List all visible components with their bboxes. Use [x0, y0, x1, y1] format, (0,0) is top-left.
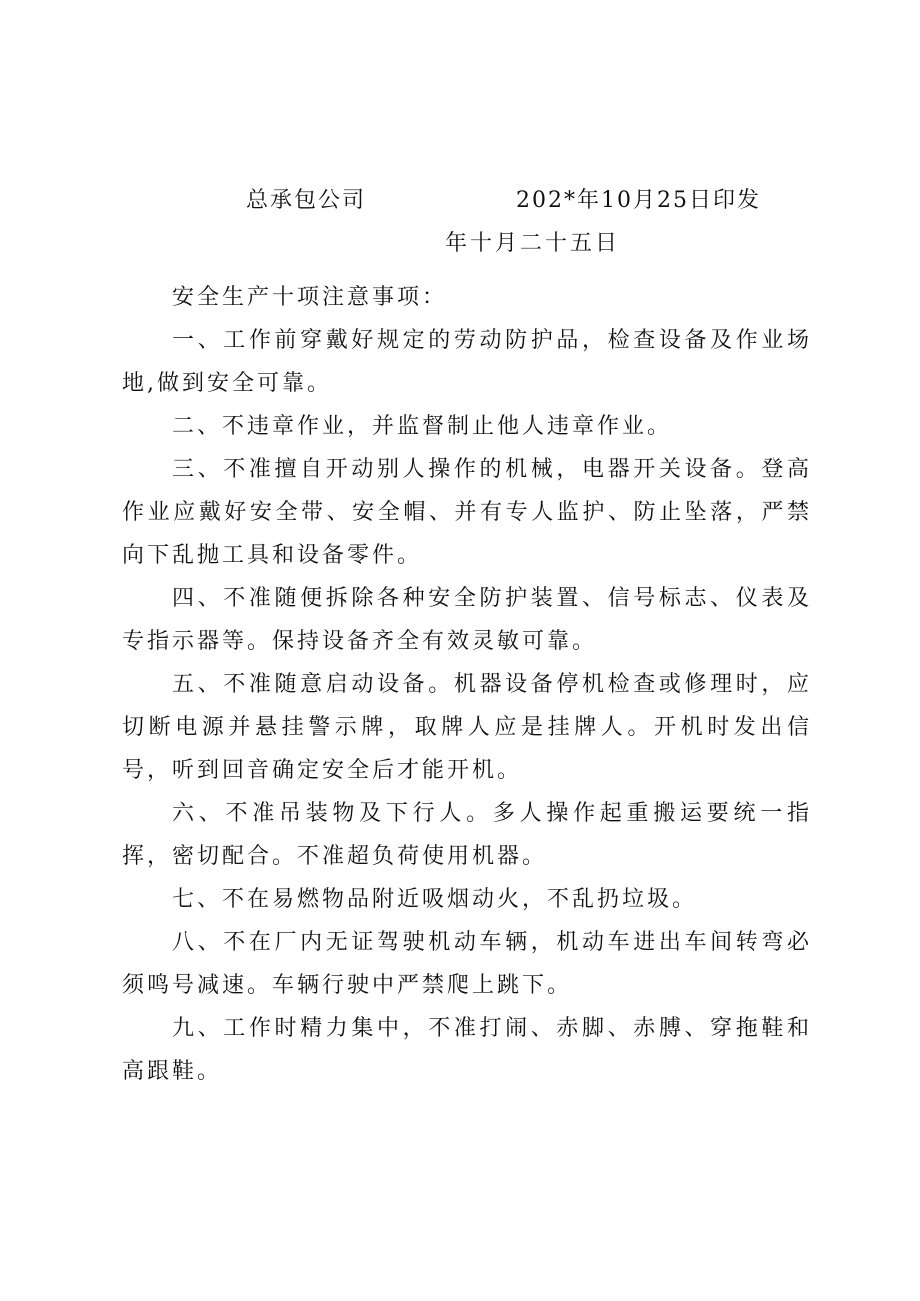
item-6: 六、不准吊装物及下行人。多人操作起重搬运要统一指挥，密切配合。不准超负荷使用机器。 [122, 801, 812, 869]
item-1: 一、工作前穿戴好规定的劳动防护品，检查设备及作业场地,做到安全可靠。 [122, 328, 812, 396]
item-4: 四、不准随便拆除各种安全防护装置、信号标志、仪表及专指示器等。保持设备齐全有效灵敏可靠。 [122, 586, 812, 654]
document-body [122, 276, 812, 1093]
item-7: 七、不在易燃物品附近吸烟动火，不乱扔垃圾。 [172, 887, 698, 912]
item-8: 八、不在厂内无证驾驶机动车辆，机动车进出车间转弯必须鸣号减速。车辆行驶中严禁爬上跳下。 [122, 930, 812, 998]
item-2: 二、不违章作业，并监督制止他人违章作业。 [172, 414, 673, 439]
date-line: 年十月二十五日 [445, 231, 621, 256]
item-3: 三、不准擅自开动别人操作的机械，电器开关设备。登高作业应戴好安全带、安全帽、并有专人监护、防止坠落，严禁向下乱抛工具和设备零件。 [122, 457, 812, 568]
issuer-name: 总承包公司 [246, 188, 367, 213]
print-date: 202*年10月25日印发 [516, 188, 761, 213]
item-5: 五、不准随意启动设备。机器设备停机检查或修理时，应切断电源并悬挂警示牌，取牌人应是挂牌人。开机时发出信号，听到回音确定安全后才能开机。 [122, 672, 812, 783]
section-heading: 安全生产十项注意事项： [172, 285, 448, 310]
item-9: 九、工作时精力集中，不准打闹、赤脚、赤膊、穿拖鞋和高跟鞋。 [122, 1016, 812, 1084]
